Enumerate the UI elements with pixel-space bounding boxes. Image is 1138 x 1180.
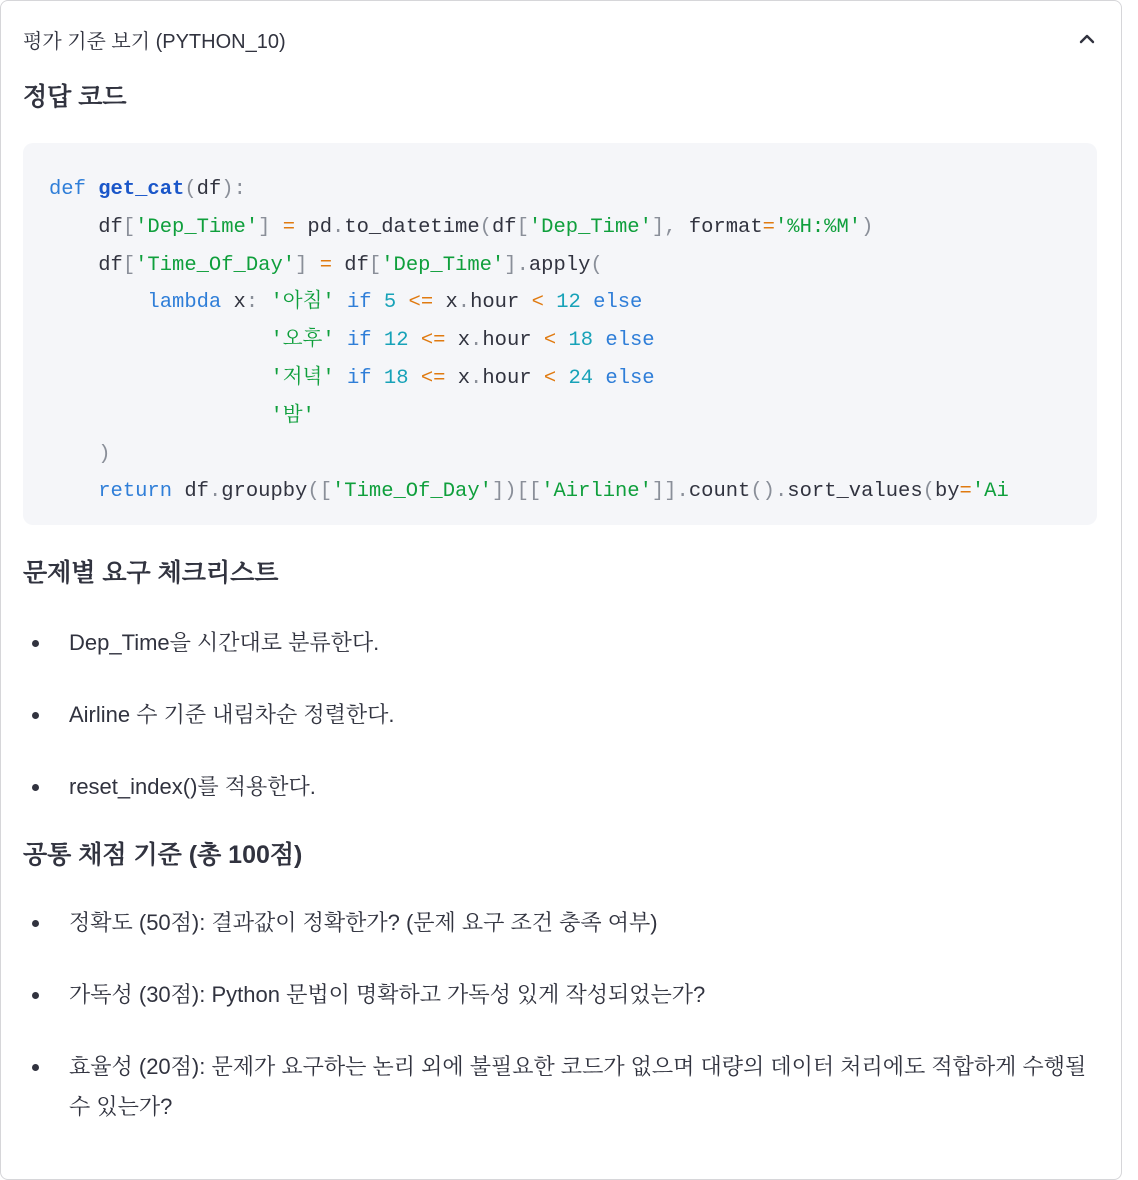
criteria-list <box>23 903 1093 1159</box>
checklist-item: reset_index()를 적용한다. <box>23 767 1093 807</box>
expander-header[interactable] <box>23 23 1099 55</box>
criteria-heading: 공통 채점 기준 (총 100점) <box>23 841 303 869</box>
checklist-heading: 문제별 요구 체크리스트 <box>23 559 279 587</box>
criteria-item: 가독성 (30점): Python 문법이 명확하고 가독성 있게 작성되었는가? <box>23 975 1093 1015</box>
code-content: def get_cat(df): df['Dep_Time'] = pd.to_datetime(df['Dep_Time'], format='%H:%M') df['Time_Of_Day'] = df['Dep_Time'].apply( lambda x: '아침' if 5 <= x.hour < 12 else '오후' if 12 <= x.hour < 18 else '저녁' if 18 <= x.hour < 24 else '밤' ) return df.groupby(['Time_Of_Day'])[['Airline']].count().sort_values(by='Ai <box>49 178 1009 504</box>
chevron-up-icon[interactable] <box>1075 27 1099 51</box>
criteria-item: 효율성 (20점): 문제가 요구하는 논리 외에 불필요한 코드가 없으며 대량의 데이터 처리에도 적합하게 수행될 수 있는가? <box>23 1047 1093 1127</box>
checklist-list <box>23 623 1093 839</box>
answer-code <box>23 143 1097 510</box>
checklist-item: Dep_Time을 시간대로 분류한다. <box>23 623 1093 663</box>
expander-title[interactable]: 평가 기준 보기 (PYTHON_10) <box>23 30 286 53</box>
code-block[interactable] <box>23 143 1097 525</box>
checklist-item: Airline 수 기준 내림차순 정렬한다. <box>23 695 1093 735</box>
answer-code-heading: 정답 코드 <box>23 83 127 111</box>
criteria-item: 정확도 (50점): 결과값이 정확한가? (문제 요구 조건 충족 여부) <box>23 903 1093 943</box>
